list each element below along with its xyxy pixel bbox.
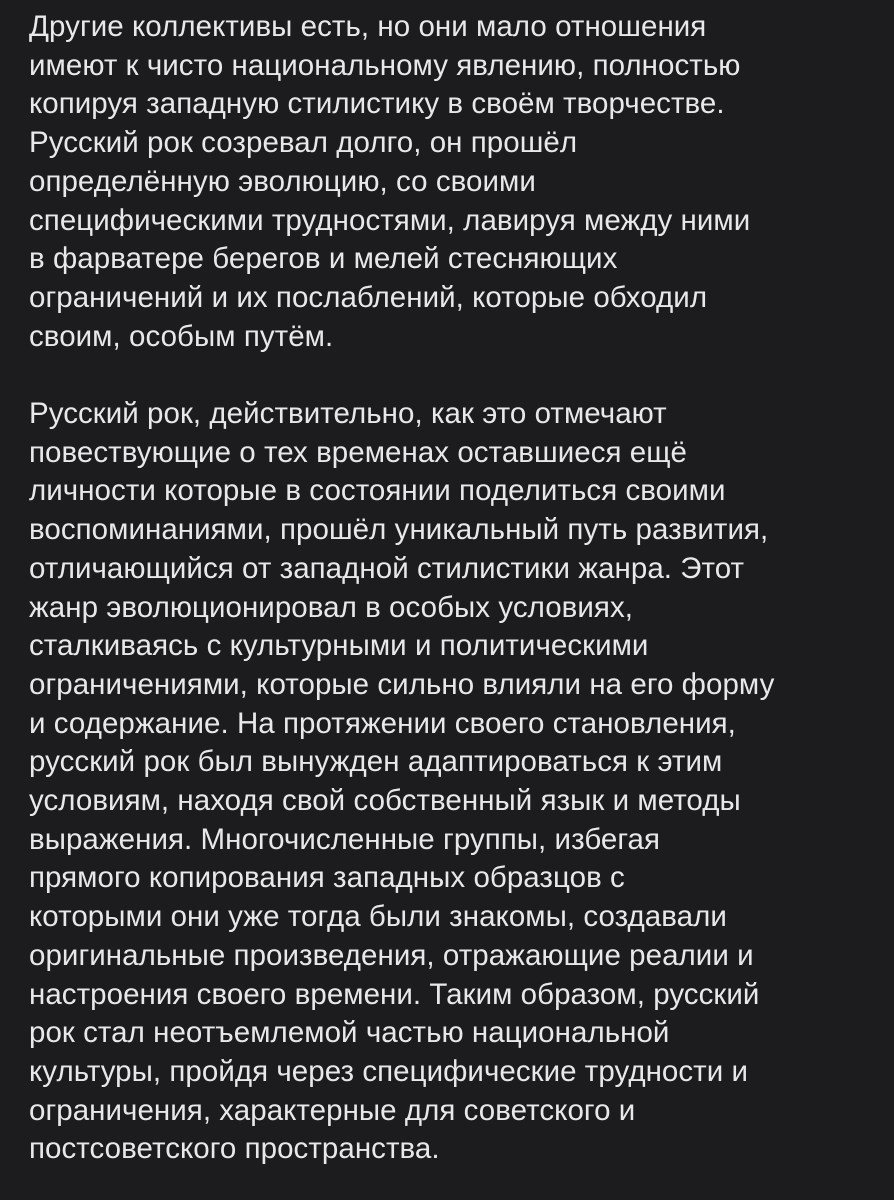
text-line: повествующие о тех временах оставшиеся ещё [29, 435, 688, 469]
text-line: отличающийся от западной стилистики жанра. Этот [29, 551, 745, 585]
text-line: ограничений и их послаблений, которые обходил [29, 280, 708, 314]
text-line: копируя западную стилистику в своём творчестве. [29, 87, 725, 121]
text-line: постсоветского пространства. [29, 1132, 440, 1166]
text-line: настроения своего времени. Таким образом, русский [29, 977, 760, 1011]
text-line: Другие коллективы есть, но они мало отношения [29, 10, 707, 43]
text-line: личности которые в состоянии поделиться своими [29, 474, 726, 508]
text-line: оригинальные произведения, отражающие реалии и [29, 938, 754, 972]
paragraph-1 [29, 8, 872, 356]
text-line: воспоминаниями, прошёл уникальный путь развития, [29, 513, 769, 547]
text-line: специфическими трудностями, лавируя между ними [29, 203, 751, 237]
text-line: ограничениями, которые сильно влияли на его форму [29, 667, 775, 701]
paragraph-2 [29, 395, 872, 1169]
text-line: условиям, находя свой собственный язык и методы [29, 784, 741, 818]
text-line: Русский рок созревал долго, он прошёл [29, 126, 578, 160]
text-line: которыми они уже тогда были знакомы, создавали [29, 900, 727, 934]
text-line: русский рок был вынужден адаптироваться к этим [29, 745, 723, 779]
text-line: прямого копирования западных образцов с [29, 861, 625, 895]
text-line: жанр эволюционировал в особых условиях, [29, 590, 633, 624]
text-line: ограничения, характерные для советского и [29, 1093, 636, 1127]
text-line: сталкиваясь с культурными и политическими [29, 629, 649, 663]
text-line: выражения. Многочисленные группы, избегая [29, 822, 661, 856]
text-line: Русский рок, действительно, как это отмечают [29, 397, 667, 431]
text-line: культуры, пройдя через специфические трудности и [29, 1054, 749, 1088]
text-line: имеют к чисто национальному явлению, полностью [29, 48, 741, 82]
text-line: своим, особым путём. [29, 319, 334, 353]
text-line: определённую эволюцию, со своими [29, 164, 536, 198]
text-line: в фарватере берегов и мелей стесняющих [29, 242, 618, 276]
text-line: и содержание. На протяжении своего становления, [29, 706, 736, 740]
text-line: рок стал неотъемлемой частью национальной [29, 1016, 670, 1050]
